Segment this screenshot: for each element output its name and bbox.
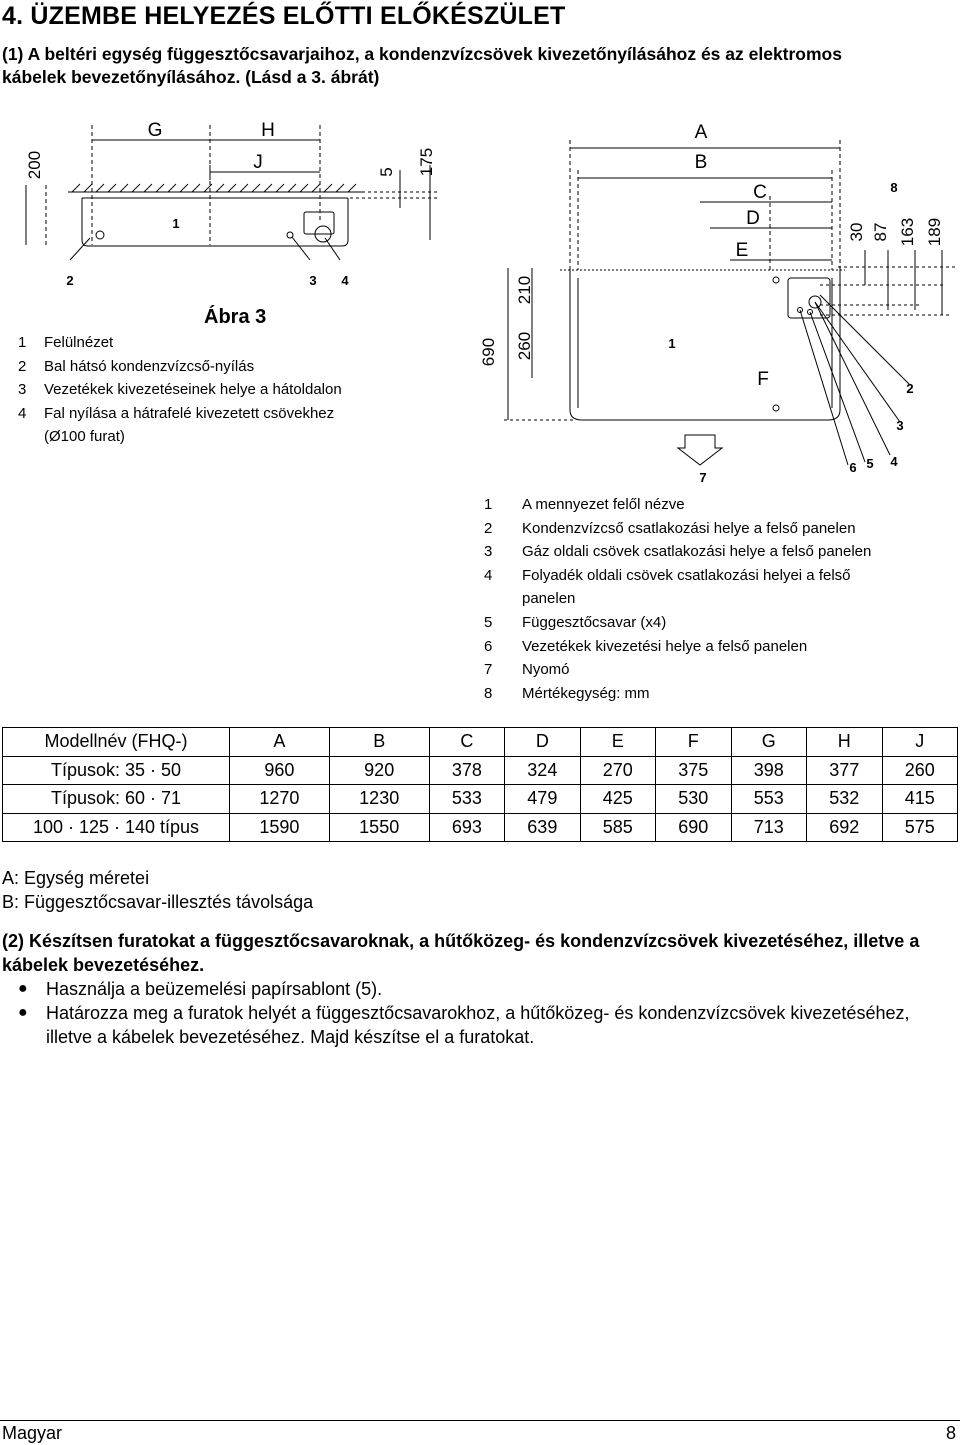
table-cell: 530 [656,785,731,814]
table-cell: 639 [505,813,580,842]
note-a: A: Egység méretei [2,868,150,888]
table-header-cell: B [329,728,429,757]
dim-H: H [261,120,275,141]
bullet-icon: ● [18,980,28,997]
table-cell: 533 [429,785,504,814]
table-cell: 690 [656,813,731,842]
table-cell: 100 · 125 · 140 típus [3,813,230,842]
figure-title: Ábra 3 [204,306,267,328]
table-cell: 960 [230,756,330,785]
legend-right-item: 4 Folyadék oldali csövek csatlakozási helyei a felső panelen [484,566,851,608]
table-cell: 532 [807,785,882,814]
table-row [3,756,958,785]
legend-right-item: 5 Függesztőcsavar (x4) [484,613,667,631]
table-cell: 324 [505,756,580,785]
callout-r4: 4 [890,454,898,469]
table-header-cell: Modellnév (FHQ-) [3,728,230,757]
bullet-item: ● Határozza meg a furatok helyét a függesztőcsavarokhoz, a hűtőközeg- és kondenzvízcsövek kivezetéséhez, illetve a kábelek bevezetéséhez. Majd készítse el a furatokat. [18,1003,910,1047]
legend-left [18,331,438,449]
table-cell: 378 [429,756,504,785]
table-cell: 693 [429,813,504,842]
table-header-cell: H [807,728,882,757]
table-header-cell: F [656,728,731,757]
dim-5: 5 [377,167,396,177]
callout-r5: 5 [866,456,874,471]
legend-right-item: 1 A mennyezet felől nézve [484,496,685,513]
dim-F: F [757,369,769,390]
callout-1: 1 [172,216,180,231]
legend-right-item: 6 Vezetékek kivezetési helye a felső panelen [484,637,808,655]
dim-E: E [735,240,749,261]
step-1-text: (1) A beltéri egység függesztőcsavarjaihoz, a kondenzvízcsövek kivezetőnyílásához és az elektromos kábelek bevezetőnyílásához. (Lásd a 3. ábrát) [2,44,842,87]
dim-163: 163 [898,217,917,247]
callout-r2: 2 [906,381,914,396]
table-cell: 575 [882,813,958,842]
table-cell: 585 [580,813,655,842]
table-header-row [3,728,958,757]
section-heading: 4. ÜZEMBE HELYEZÉS ELŐTTI ELŐKÉSZÜLET [2,2,566,30]
legend-right-item: 7 Nyomó [484,661,570,679]
table-cell: Típusok: 35 · 50 [3,756,230,785]
callout-r6: 6 [849,460,857,475]
table-row [3,785,958,814]
bullet-icon: ● [18,1004,28,1021]
table-header-cell: C [429,728,504,757]
dim-189: 189 [925,217,944,247]
callout-2: 2 [66,273,74,288]
callout-r7: 7 [699,470,707,485]
step-2-title: (2) Készítsen furatokat a függesztőcsavaroknak, a hűtőközeg- és kondenzvízcsövek kivezetéséhez, illetve a kábelek bevezetéséhez. [2,931,920,975]
legend-right-item: 3 Gáz oldali csövek csatlakozási helye a felső panelen [484,543,872,561]
callout-r1: 1 [668,336,676,351]
dim-J: J [253,152,263,173]
dim-87: 87 [871,222,890,242]
dim-210: 210 [515,275,534,305]
table-cell: 1590 [230,813,330,842]
dim-G: G [147,120,163,141]
table-cell: 713 [731,813,806,842]
legend-left-item: 4 Fal nyílása a hátrafelé kivezetett csövekhez [18,404,335,422]
table-cell: Típusok: 60 · 71 [3,785,230,814]
notes [2,866,313,914]
dim-260: 260 [515,331,534,361]
step-2-bullets [18,977,938,1049]
legend-right [484,493,904,705]
legend-left-item: 3 Vezetékek kivezetéseinek helye a hátoldalon [18,381,342,398]
legend-right-item: 8 Mértékegység: mm [484,684,650,702]
dim-D: D [746,208,760,229]
table-header-cell: J [882,728,958,757]
table-cell: 1270 [230,785,330,814]
table-header-cell: A [230,728,330,757]
page-number: 8 [945,1423,956,1443]
table-cell: 377 [807,756,882,785]
legend-left-item: 1 Felülnézet [18,334,114,351]
dim-175: 175 [417,147,436,177]
callout-4: 4 [341,273,349,288]
dim-200: 200 [25,150,44,180]
callout-3: 3 [309,273,317,288]
callout-r8: 8 [890,180,898,195]
legend-left-item: 2 Bal hátsó kondenzvízcső-nyílás [18,357,255,375]
table-cell: 553 [731,785,806,814]
table-cell: 692 [807,813,882,842]
table-cell: 375 [656,756,731,785]
table-header-cell: E [580,728,655,757]
table-cell: 425 [580,785,655,814]
bullet-item: ● Használja a beüzemelési papírsablont (5). [18,979,383,999]
figure-left-drawing [0,110,470,300]
dim-B: B [694,152,708,173]
callout-r3: 3 [896,418,904,433]
table-cell: 1230 [329,785,429,814]
table-cell: 479 [505,785,580,814]
table-row [3,813,958,842]
figure-right-drawing [470,110,958,490]
table-header-cell: G [731,728,806,757]
dim-30: 30 [847,222,866,242]
dim-A: A [694,122,708,143]
table-cell: 260 [882,756,958,785]
dim-690: 690 [479,337,498,367]
table-cell: 270 [580,756,655,785]
note-b: B: Függesztőcsavar-illesztés távolsága [2,892,314,912]
legend-right-item: 2 Kondenzvízcső csatlakozási helye a felső panelen [484,519,856,537]
table-cell: 415 [882,785,958,814]
dim-C: C [753,182,767,203]
dimensions-table [2,727,958,842]
table-cell: 398 [731,756,806,785]
footer-divider [0,1420,960,1421]
legend-left-item: (Ø100 furat) [44,428,125,445]
table-header-cell: D [505,728,580,757]
table-cell: 920 [329,756,429,785]
table-cell: 1550 [329,813,429,842]
footer-language: Magyar [2,1423,63,1443]
